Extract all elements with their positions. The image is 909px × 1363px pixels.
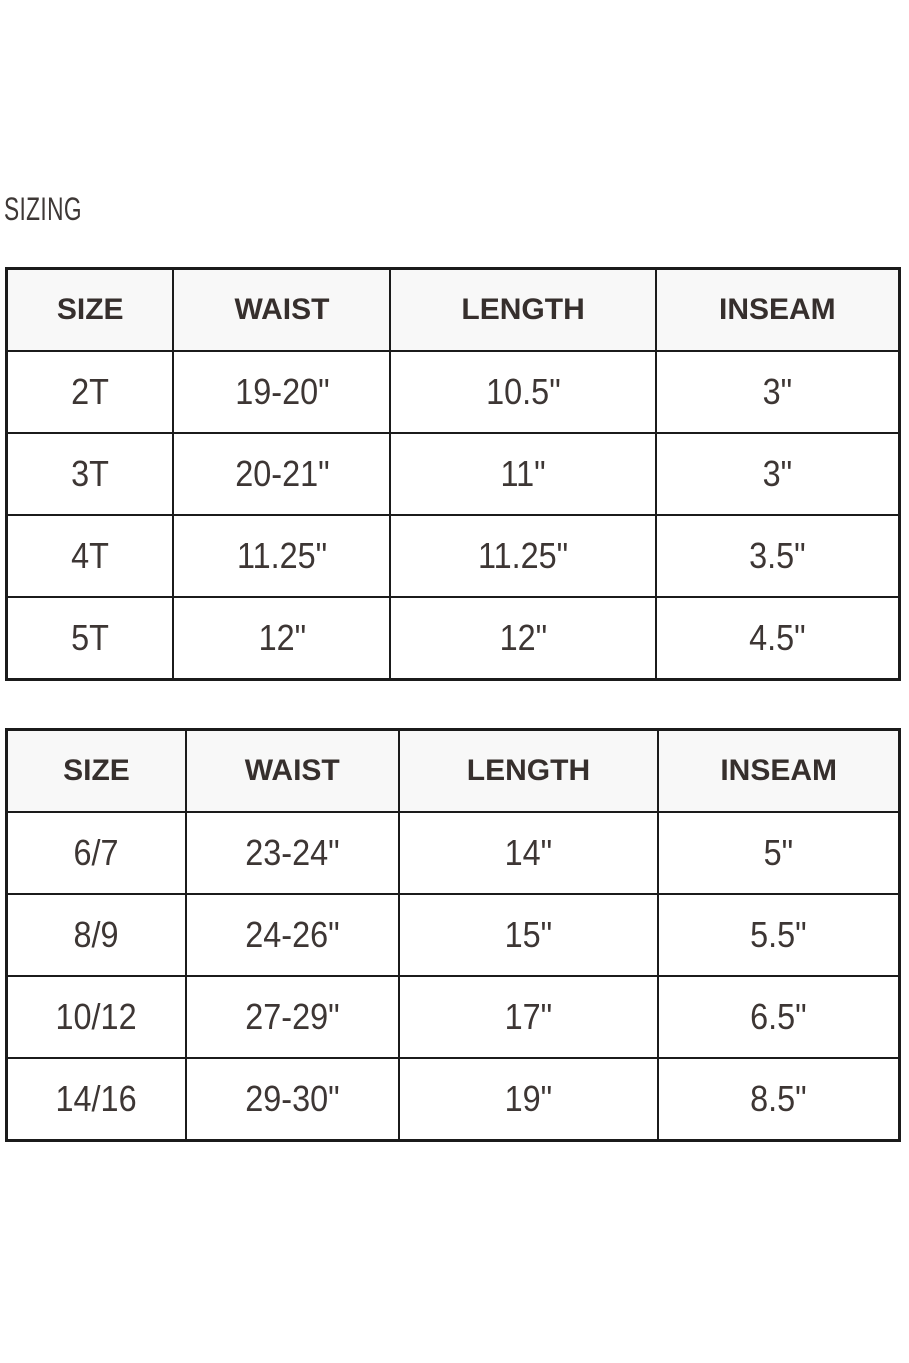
- cell-waist: [173, 433, 390, 515]
- cell-value: 12": [499, 617, 547, 658]
- page-title-text: SIZING: [4, 191, 82, 227]
- header-row: [7, 269, 900, 352]
- cell-size: [7, 515, 174, 597]
- cell-waist: [186, 894, 399, 976]
- cell-size: [7, 597, 174, 680]
- cell-inseam: [658, 812, 899, 894]
- cell-value: 5.5": [750, 914, 807, 955]
- table-row: [7, 1058, 900, 1141]
- cell-length: [399, 1058, 659, 1141]
- cell-inseam: [658, 1058, 899, 1141]
- cell-value: 24-26": [245, 914, 340, 955]
- table-row: [7, 351, 900, 433]
- cell-inseam: [656, 433, 900, 515]
- cell-value: 6.5": [750, 996, 807, 1037]
- cell-value: 23-24": [245, 832, 340, 873]
- cell-value: 5": [763, 832, 794, 873]
- table-row: [7, 597, 900, 680]
- cell-length: [390, 433, 655, 515]
- cell-inseam: [658, 976, 899, 1058]
- table-row: [7, 976, 900, 1058]
- youth-size-table: [5, 728, 901, 1142]
- cell-length: [390, 597, 655, 680]
- table-row: [7, 515, 900, 597]
- header-cell-length: LENGTH: [390, 269, 655, 352]
- cell-waist: [186, 1058, 399, 1141]
- cell-value: 3": [762, 371, 793, 412]
- cell-value: 20-21": [234, 453, 330, 494]
- table-row: [7, 812, 900, 894]
- cell-waist: [173, 351, 390, 433]
- cell-value: 10/12: [55, 996, 138, 1037]
- cell-value: 4.5": [749, 617, 806, 658]
- table-row: [7, 433, 900, 515]
- cell-waist: [186, 812, 399, 894]
- toddler-size-table: [5, 267, 901, 681]
- header-cell-size: SIZE: [7, 269, 174, 352]
- cell-inseam: [656, 597, 900, 680]
- cell-inseam: [658, 894, 899, 976]
- cell-value: 19-20": [234, 371, 330, 412]
- cell-length: [399, 812, 659, 894]
- cell-value: 5T: [71, 617, 110, 658]
- cell-size: [7, 894, 186, 976]
- cell-length: [390, 351, 655, 433]
- cell-size: [7, 976, 186, 1058]
- cell-size: [7, 1058, 186, 1141]
- cell-value: 11": [500, 453, 546, 494]
- header-cell-waist: WAIST: [186, 730, 399, 813]
- header-cell-waist: WAIST: [173, 269, 390, 352]
- cell-value: 27-29": [245, 996, 340, 1037]
- header-row: [7, 730, 900, 813]
- cell-value: 14/16: [55, 1078, 138, 1119]
- cell-value: 15": [504, 914, 553, 955]
- cell-size: [7, 351, 174, 433]
- cell-value: 2T: [71, 371, 110, 412]
- header-cell-size: SIZE: [7, 730, 186, 813]
- cell-value: 12": [258, 617, 306, 658]
- cell-inseam: [656, 515, 900, 597]
- cell-value: 29-30": [245, 1078, 340, 1119]
- table-row: [7, 894, 900, 976]
- cell-value: 8.5": [750, 1078, 807, 1119]
- cell-inseam: [656, 351, 900, 433]
- cell-value: 3.5": [749, 535, 806, 576]
- cell-value: 11.25": [236, 535, 328, 576]
- cell-waist: [186, 976, 399, 1058]
- cell-value: 3T: [71, 453, 110, 494]
- cell-value: 8/9: [73, 914, 120, 955]
- cell-length: [390, 515, 655, 597]
- header-cell-length: LENGTH: [399, 730, 659, 813]
- cell-waist: [173, 515, 390, 597]
- cell-value: 19": [504, 1078, 553, 1119]
- cell-length: [399, 894, 659, 976]
- cell-size: [7, 812, 186, 894]
- cell-value: 11.25": [477, 535, 569, 576]
- header-cell-inseam: INSEAM: [658, 730, 899, 813]
- cell-size: [7, 433, 174, 515]
- header-cell-inseam: INSEAM: [656, 269, 900, 352]
- cell-value: 10.5": [485, 371, 561, 412]
- cell-length: [399, 976, 659, 1058]
- cell-value: 4T: [71, 535, 110, 576]
- cell-value: 6/7: [73, 832, 120, 873]
- cell-value: 14": [504, 832, 553, 873]
- page-title: [4, 193, 114, 225]
- cell-waist: [173, 597, 390, 680]
- cell-value: 17": [504, 996, 553, 1037]
- cell-value: 3": [762, 453, 793, 494]
